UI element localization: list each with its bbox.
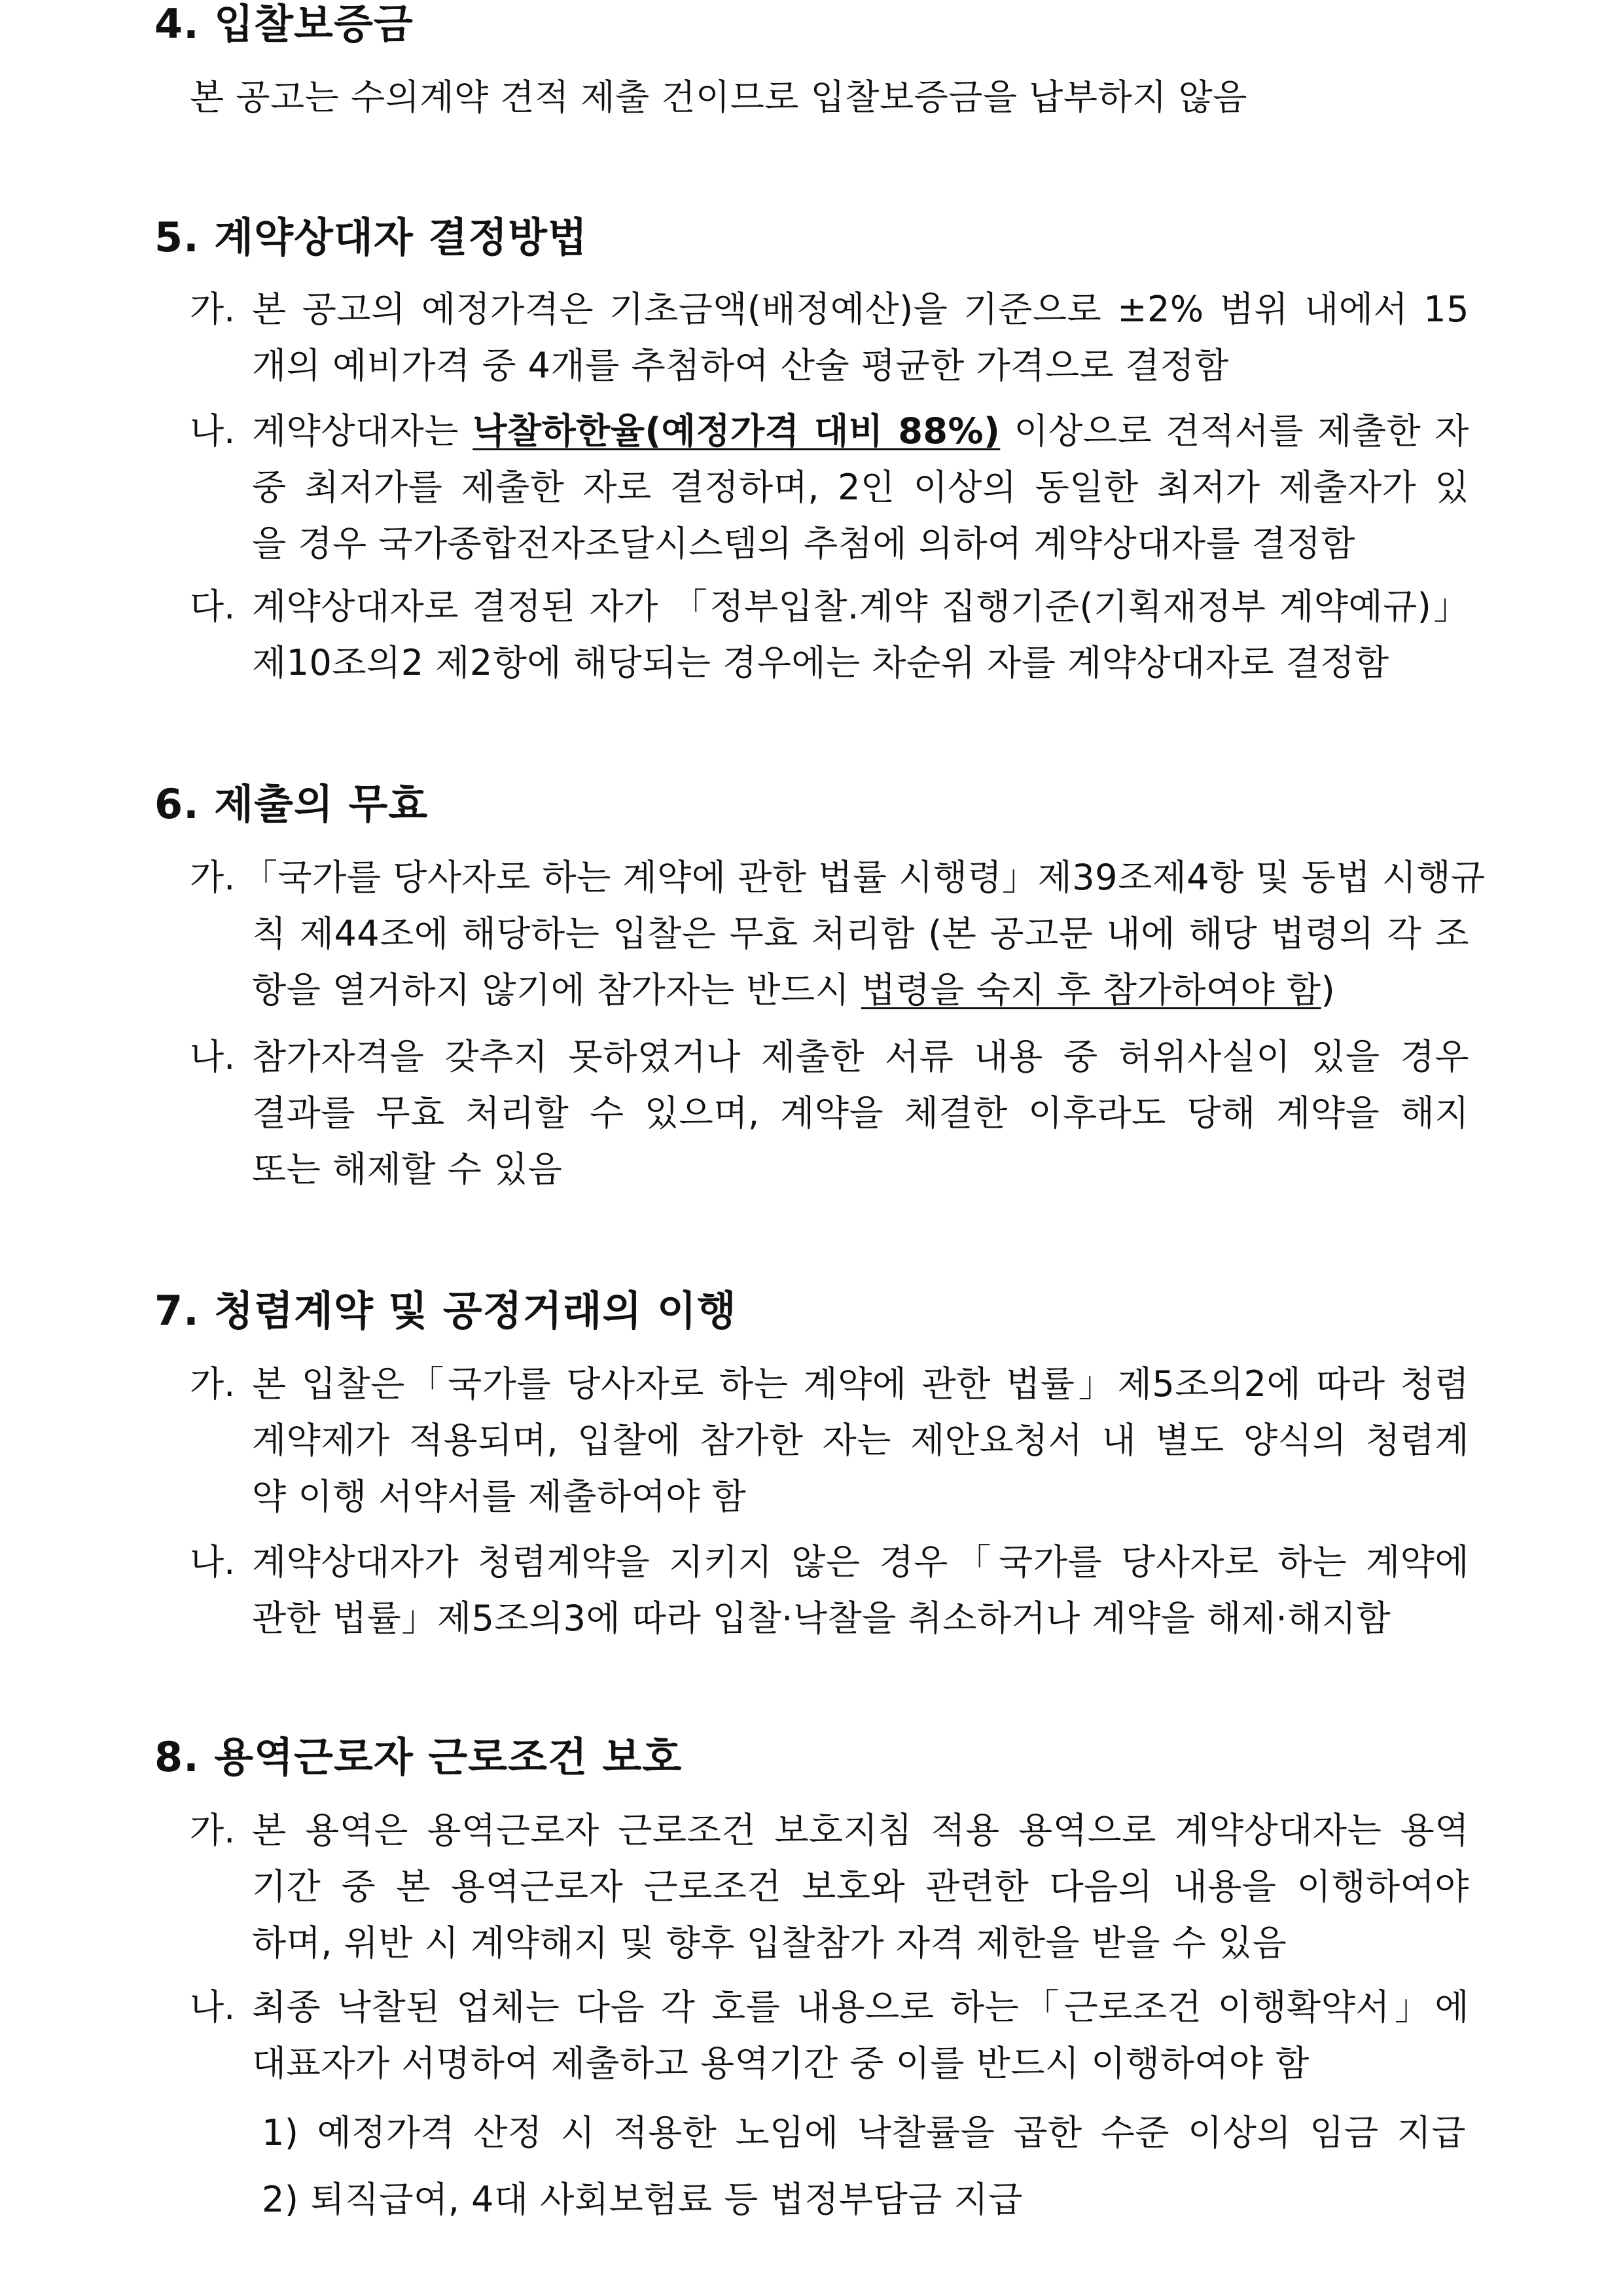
item-line: 대표자가 서명하여 제출하고 용역기간 중 이를 반드시 이행하여야 함 [252,2043,1310,2084]
sub-item: 2) 퇴직급여, 4대 사회보험료 등 법정부담금 지급 [262,2179,1023,2220]
text-span: 항을 열거하지 않기에 참가자는 반드시 [252,969,861,1011]
item-line: 약 이행 서약서를 제출하여야 함 [252,1476,747,1517]
text-span: 이상으로 견적서를 제출한 자 [1000,410,1469,452]
text-span: 계약상대자는 [252,410,473,452]
item-line [252,969,1336,1011]
item-line: 중 최저가를 제출한 자로 결정하며, 2인 이상의 동일한 최저가 제출자가 있 [252,467,1469,508]
item-line [252,410,1469,452]
text-span: ) [1321,969,1336,1011]
item-marker: 가. [190,1810,236,1851]
section-8-heading: 8. 용역근로자 근로조건 보호 [154,1733,683,1781]
item-line: 칙 제44조에 해당하는 입찰은 무효 처리함 (본 공고문 내에 해당 법령의 각 조 [252,913,1469,954]
item-marker: 가. [190,1363,236,1405]
item-line: 참가자격을 갖추지 못하였거나 제출한 서류 내용 중 허위사실이 있을 경우 [252,1036,1469,1077]
item-line: 또는 해제할 수 있음 [252,1149,563,1190]
item-marker: 나. [190,1986,236,2028]
item-marker: 다. [190,586,236,627]
sub-item: 1) 예정가격 산정 시 적용한 노임에 낙찰률을 곱한 수준 이상의 임금 지급 [262,2112,1466,2153]
item-line: 본 용역은 용역근로자 근로조건 보호지침 적용 용역으로 계약상대자는 용역 [252,1810,1469,1851]
item-line: 관한 법률」제5조의3에 따라 입찰·낙찰을 취소하거나 계약을 해제·해지함 [252,1598,1391,1639]
item-marker: 나. [190,1036,236,1077]
section-5-heading: 5. 계약상대자 결정방법 [154,213,588,261]
section-6-heading: 6. 제출의 무효 [154,780,429,828]
item-marker: 가. [190,857,236,898]
item-line: 「국가를 당사자로 하는 계약에 관한 법률 시행령」제39조제4항 및 동법 시행규 [242,857,1486,898]
item-line: 결과를 무효 처리할 수 있으며, 계약을 체결한 이후라도 당해 계약을 해지 [252,1092,1469,1134]
item-line: 계약상대자가 청렴계약을 지키지 않은 경우「국가를 당사자로 하는 계약에 [252,1541,1469,1583]
item-marker: 나. [190,1541,236,1583]
item-line: 하며, 위반 시 계약해지 및 향후 입찰참가 자격 제한을 받을 수 있음 [252,1922,1287,1964]
item-line: 을 경우 국가종합전자조달시스템의 추첨에 의하여 계약상대자를 결정함 [252,523,1355,564]
item-marker: 가. [190,289,236,330]
item-line: 최종 낙찰된 업체는 다음 각 호를 내용으로 하는「근로조건 이행확약서」에 [252,1986,1469,2028]
section-4-heading: 4. 입찰보증금 [154,0,414,48]
item-line: 본 공고의 예정가격은 기초금액(배정예산)을 기준으로 ±2% 범위 내에서 15 [252,289,1469,330]
emphasized-text: 법령을 숙지 후 참가하여야 함 [861,969,1321,1011]
item-line: 개의 예비가격 중 4개를 추첨하여 산술 평균한 가격으로 결정함 [252,345,1229,386]
section-7-heading: 7. 청렴계약 및 공정거래의 이행 [154,1287,737,1335]
section-4-body: 본 공고는 수의계약 견적 제출 건이므로 입찰보증금을 납부하지 않음 [190,77,1247,118]
item-line: 본 입찰은「국가를 당사자로 하는 계약에 관한 법률」제5조의2에 따라 청렴 [252,1363,1469,1405]
item-line: 계약상대자로 결정된 자가 「정부입찰.계약 집행기준(기획재정부 계약예규)」 [252,586,1469,627]
emphasized-text: 낙찰하한율(예정가격 대비 88%) [473,410,1001,452]
item-line: 계약제가 적용되며, 입찰에 참가한 자는 제안요청서 내 별도 양식의 청렴계 [252,1420,1469,1461]
item-line: 제10조의2 제2항에 해당되는 경우에는 차순위 자를 계약상대자로 결정함 [252,642,1389,683]
item-marker: 나. [190,410,236,452]
item-line: 기간 중 본 용역근로자 근로조건 보호와 관련한 다음의 내용을 이행하여야 [252,1866,1469,1907]
